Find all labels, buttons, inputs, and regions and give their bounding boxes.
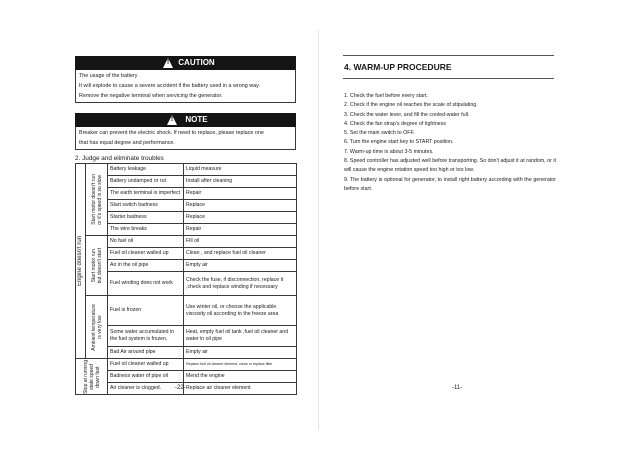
subgroup-start-motor-slow: Start motor doesn't run or it's speed is so slow <box>86 164 108 236</box>
cause-cell: Fuel is frozen <box>108 296 184 326</box>
remedy-cell: Install after cleaning <box>184 176 297 188</box>
list-item: 2. Check if the engine oil reaches the scale of stipulating. <box>344 102 478 109</box>
trouble-table <box>75 163 297 395</box>
cause-cell: Some water accumulated in the fuel system is frozen. <box>108 326 184 347</box>
list-item: 1. Check the fuel before every start. <box>344 93 428 99</box>
caution-title: CAUTION <box>178 58 215 67</box>
table-row <box>76 371 297 383</box>
table-row <box>76 383 297 395</box>
cause-cell: Starter badness <box>108 212 184 224</box>
cause-cell: Battery leakage <box>108 164 184 176</box>
note-banner <box>75 113 296 127</box>
list-item: 9. The battery is optional for generator, to install right battery according with the generator before start. <box>344 176 556 192</box>
remedy-cell: Replace <box>184 200 297 212</box>
table-row <box>76 326 297 347</box>
cause-cell: No fuel oil <box>108 236 184 248</box>
table-row <box>76 272 297 296</box>
list-item: 8. Speed controller has adjusted well before transporting. So don't adjust it at random, or it will cause the engine rotation speed too high or too low. <box>344 158 556 174</box>
remedy-cell: Empty air <box>184 260 297 272</box>
remedy-cell: Repair <box>184 224 297 236</box>
list-item: 7. Warm-up time is about 3-5 minutes. <box>344 148 434 155</box>
table-row <box>76 236 297 248</box>
note-title: NOTE <box>185 115 208 124</box>
remedy-cell: Empty air <box>184 347 297 359</box>
group-engine-doesnt-run: Engine doesn't run <box>76 164 86 359</box>
list-item: 6. Turn the engine start key to START position. <box>344 139 454 146</box>
cause-cell: Fuel oil cleaner walled up <box>108 248 184 260</box>
cause-cell: Air cleaner is clogged. <box>108 383 184 395</box>
title-rule-bottom <box>343 78 554 79</box>
title-rule-top <box>343 55 554 56</box>
caution-line: Remove the negative terminal when servicing the generator. <box>79 93 223 99</box>
subgroup-start-motor-runs: Start motor run but doesn't start <box>86 236 108 296</box>
cause-cell: Fuel oil cleaner walled up <box>108 359 184 371</box>
remedy-cell: Check the fuse, if disconnection, replace it ,check and replace winding if necessary <box>184 272 297 296</box>
table-row <box>76 359 297 371</box>
cause-cell: Air in the oil pipe <box>108 260 184 272</box>
cause-cell: Start switch badness <box>108 200 184 212</box>
cause-cell: The wire breaks <box>108 224 184 236</box>
page-number-left: -22- <box>175 385 186 391</box>
note-line: Breaker can prevent the electric shock. If need to replace, please replace one <box>79 130 264 136</box>
table-row <box>76 212 297 224</box>
warning-icon <box>163 58 173 68</box>
table-row <box>76 164 297 176</box>
group-stop-at-running: Stop at running state speed down fast <box>76 359 108 395</box>
list-item: 5. Set the main switch to OFF. <box>344 130 415 137</box>
remedy-cell: Fill oil <box>184 236 297 248</box>
remedy-cell: Heat, empty fuel oil tank ,fuel oil cleaner and water in oil pipe <box>184 326 297 347</box>
subgroup-ambient-temperature: Ambient temperature is very low <box>86 296 108 359</box>
table-row <box>76 200 297 212</box>
list-item: 3. Check the water lever, and fill the cooled-water full. <box>344 111 470 118</box>
remedy-cell: Mend the engine <box>184 371 297 383</box>
note-box <box>75 127 296 150</box>
table-row <box>76 296 297 326</box>
list-item: 4. Check the fan strap's degree of tightness <box>344 120 447 127</box>
table-row <box>76 248 297 260</box>
remedy-cell: Repair <box>184 188 297 200</box>
caution-line: The usage of the battery <box>79 73 138 79</box>
remedy-cell: Clean , and replace fuel oil cleaner <box>184 248 297 260</box>
cause-cell: Bad Air around pipe <box>108 347 184 359</box>
remedy-cell: Replace air cleaner element <box>184 383 297 395</box>
remedy-cell: Replace fuel oil cleaner element, clean or replace filter <box>184 359 297 371</box>
page-number-right: -11- <box>452 385 463 391</box>
note-line: that has equal degree and performance. <box>79 140 175 146</box>
caution-line: It will explode to cause a severe accident if the battery used in a wrong way. <box>79 83 260 89</box>
cause-cell: Battery undamped or rut <box>108 176 184 188</box>
remedy-cell: Use winter oil, or choose the applicable viscosity oil according to the freeze area <box>184 296 297 326</box>
table-row <box>76 224 297 236</box>
cause-cell: The earth terminal is imperfect <box>108 188 184 200</box>
cause-cell: Fuel winding does not work <box>108 272 184 296</box>
warmup-steps <box>344 92 556 194</box>
table-row <box>76 176 297 188</box>
section-title: 2. Judge and eliminate troubles <box>75 155 164 162</box>
warning-icon <box>167 115 177 125</box>
table-row <box>76 347 297 359</box>
table-row <box>76 260 297 272</box>
table-row <box>76 188 297 200</box>
section-title: 4. WARM-UP PROCEDURE <box>344 62 452 72</box>
caution-box <box>75 70 296 103</box>
cause-cell: Badness water of pipe oil <box>108 371 184 383</box>
remedy-cell: Replace <box>184 212 297 224</box>
remedy-cell: Liquid measure <box>184 164 297 176</box>
caution-banner <box>75 56 296 70</box>
